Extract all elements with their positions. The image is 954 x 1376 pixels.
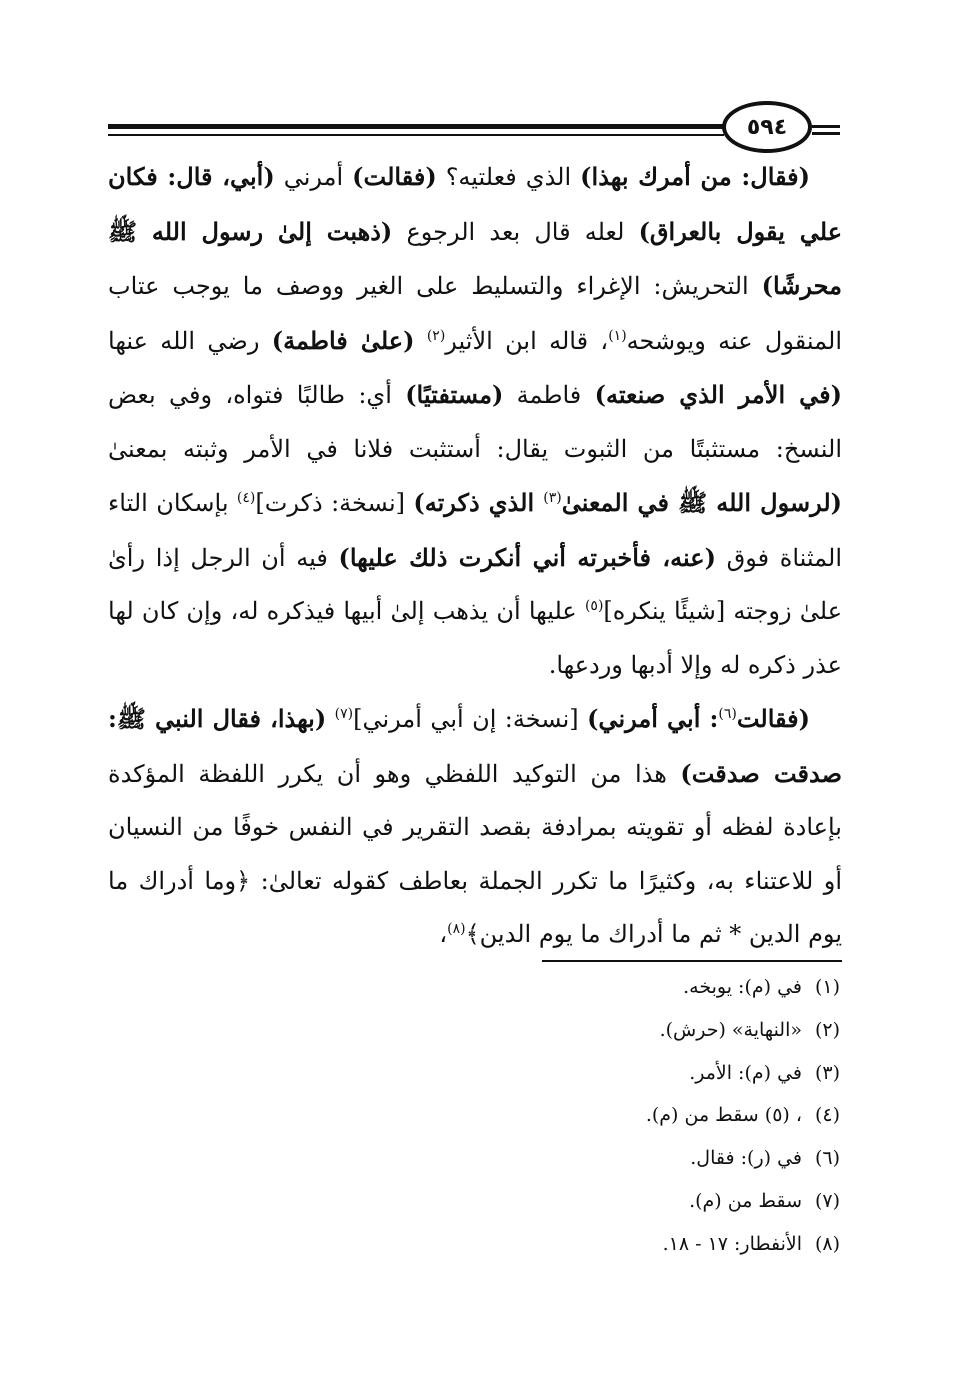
footnote-number: (٢) xyxy=(814,1018,840,1041)
footnote-ref: (٦) xyxy=(718,706,737,722)
bold-segment: (لرسول الله ﷺ في المعنىٰ xyxy=(561,488,842,517)
footnote-ref: (١) xyxy=(608,327,627,344)
footnote-text: في (ر): فقال. xyxy=(690,1147,802,1170)
bold-segment: (بهذا، فقال النبي ﷺ: صدقت صدقت) xyxy=(108,704,842,788)
text-segment: أمرني xyxy=(274,163,353,191)
bold-segment: (في الأمر الذي صنعته) xyxy=(594,380,843,409)
text-segment: عليها أن يذهب إلىٰ أبيها فيذكره له، وإن كان لها عذر ذكره له وإلا أدبها وردعها. xyxy=(108,597,842,679)
footnote-ref: (٧) xyxy=(334,706,354,722)
text-segment xyxy=(414,327,426,355)
bold-segment: : أبي أمرني) xyxy=(587,704,719,733)
footnote-item xyxy=(400,1223,840,1266)
footnote-ref: (٣) xyxy=(543,490,562,506)
footnote-number: (٨) xyxy=(814,1232,840,1255)
text-segment: الذي فعلتيه؟ xyxy=(436,163,581,191)
footnote-text: في (م): الأمر. xyxy=(689,1061,802,1084)
bold-segment: (فقال: من أمرك بهذا) xyxy=(580,162,810,191)
bold-segment: (مستفتيًا) xyxy=(405,380,504,409)
text-segment: فيه أن الرجل إذا رأىٰ علىٰ زوجته [شيئًا ينكره] xyxy=(108,543,843,625)
footnote-text: سقط من (م). xyxy=(689,1189,802,1212)
footnote-number: (٤) xyxy=(814,1104,840,1127)
body-text xyxy=(108,150,842,962)
text-segment: رضي الله عنها xyxy=(108,326,272,355)
page-number-oval xyxy=(722,101,812,153)
text-segment: ، قاله ابن الأثير xyxy=(445,326,609,355)
header-rule-thick xyxy=(108,124,724,129)
bold-segment: (علىٰ فاطمة) xyxy=(271,325,415,355)
footnote-ref: (٥) xyxy=(584,598,604,614)
footnote-item xyxy=(400,1009,840,1052)
footnote-ref: (٢) xyxy=(426,327,446,344)
text-segment: [نسخة: ذكرت] xyxy=(255,489,414,517)
footnote-item xyxy=(400,1094,840,1137)
bold-segment: (فقالت xyxy=(736,704,811,733)
footnote-item xyxy=(400,1137,840,1180)
text-segment: [نسخة: إن أبي أمرني] xyxy=(353,705,588,733)
text-segment: بإسكان التاء المثناة فوق xyxy=(108,489,842,572)
footnote-separator xyxy=(542,960,842,962)
footnote-number: (٣) xyxy=(814,1061,840,1084)
page-number: ٥٩٤ xyxy=(746,114,788,140)
text-segment: أي: طالبًا فتواه، وفي بعض النسخ: مستثبتًا من الثبوت يقال: أستثبت فلانا في الأمر وثبته بمعنىٰ xyxy=(108,381,842,463)
header-rule-right xyxy=(812,125,840,128)
bold-segment: (أبي، قال: فكان علي يقول بالعراق) xyxy=(108,162,843,246)
footnote-text: «النهاية» (حرش). xyxy=(659,1018,802,1041)
footnote-text: ، (٥) سقط من (م). xyxy=(645,1104,802,1127)
footnote-number: (١) xyxy=(814,976,840,998)
footnotes-list xyxy=(400,966,840,1266)
header-rule-thin xyxy=(108,134,724,136)
footnote-text: الأنفطار: ١٧ - ١٨. xyxy=(662,1232,802,1255)
text-segment xyxy=(326,705,334,733)
footnote-ref: (٤) xyxy=(236,490,256,506)
bold-segment: الذي ذكرته) xyxy=(413,488,544,517)
bold-segment: (عنه، فأخبرته أني أنكرت ذلك عليها) xyxy=(338,542,716,572)
text-segment: ، xyxy=(439,920,448,948)
text-segment: فاطمة xyxy=(503,381,595,409)
footnote-number: (٧) xyxy=(814,1189,840,1212)
paragraph-2 xyxy=(108,692,842,962)
footnote-item xyxy=(400,966,840,1009)
footnote-number: (٦) xyxy=(814,1147,840,1170)
paragraph-1 xyxy=(108,150,842,692)
text-segment: هذا من التوكيد اللفظي وهو أن يكرر اللفظة المؤكدة بإعادة لفظه أو تقويته بمرادفة بقصد التقرير في النفس خوفًا من النسيان أو للاعتناء به، وكثيرًا ما تكرر الجملة بعاطف كقوله تعالىٰ: ﴿وما أدراك ما يوم الدين * ثم ما أدراك ما يوم الدين﴾ xyxy=(108,759,842,948)
footnote-item xyxy=(400,1180,840,1223)
bold-segment: (فقالت) xyxy=(352,162,437,191)
bold-segment: (ذهبت إلىٰ رسول الله ﷺ محرشًا) xyxy=(108,216,842,300)
header-rule-right-lower xyxy=(812,132,840,135)
footnote-ref: (٨) xyxy=(447,921,466,937)
footnote-item xyxy=(400,1052,840,1095)
footnote-text: في (م): يوبخه. xyxy=(683,976,802,998)
text-segment: التحريش: الإغراء والتسليط على الغير ووصف ما يوجب عتاب المنقول عنه ويوشحه xyxy=(108,272,842,355)
text-segment: لعله قال بعد الرجوع xyxy=(392,217,639,246)
